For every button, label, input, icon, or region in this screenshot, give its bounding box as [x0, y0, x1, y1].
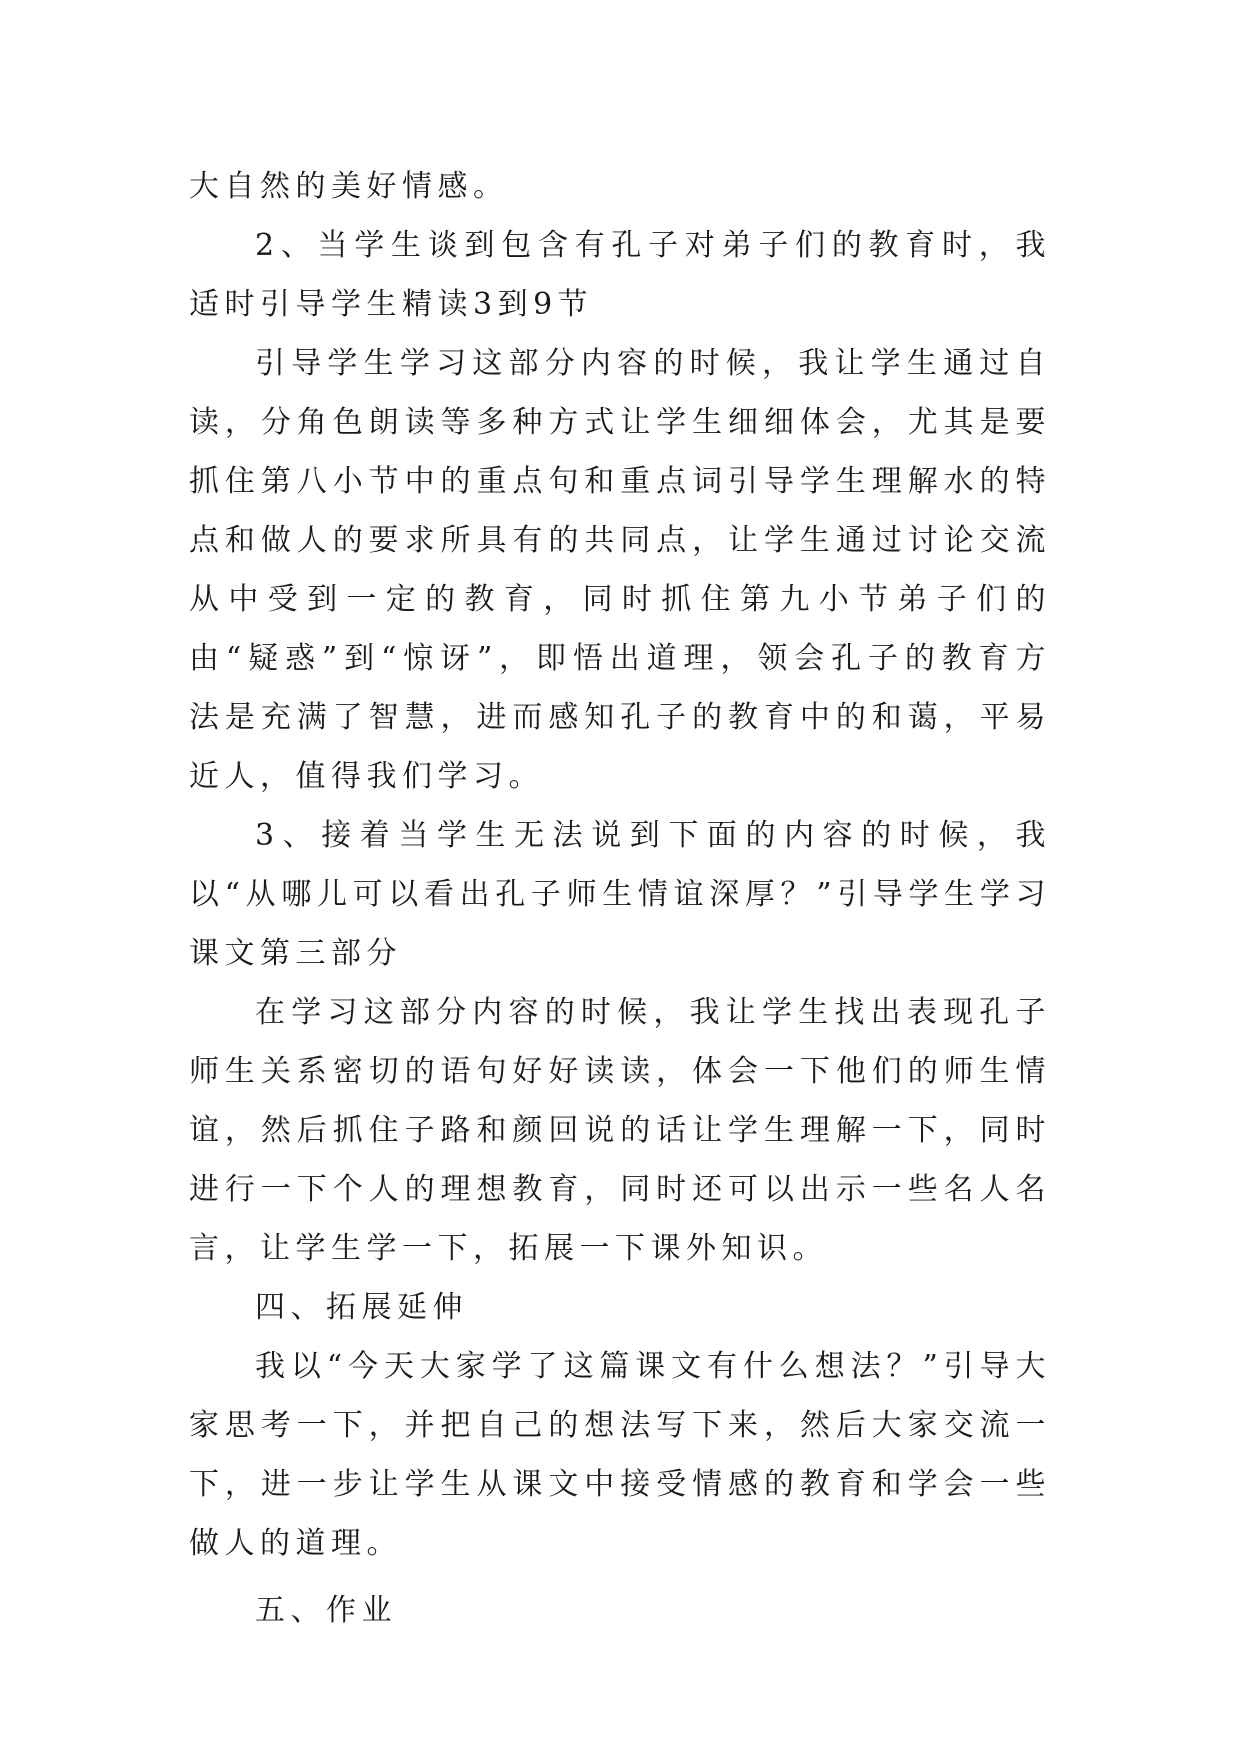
paragraph-point-3: 3、接着当学生无法说到下面的内容的时候，我以“从哪儿可以看出孔子师生情谊深厚？”引导学生学习课文第三部分	[189, 818, 1051, 971]
paragraph-teacher-student-bond: 在学习这部分内容的时候，我让学生找出表现孔子师生关系密切的语句好好读读，体会一下他们的师生情谊，然后抓住子路和颜回说的话让学生理解一下，同时进行一下个人的理想教育，同时还可以出示一些名人名言，让学生学一下，拓展一下课外知识。	[189, 995, 1051, 1266]
paragraph-extension: 我以“今天大家学了这篇课文有什么想法？”引导大家思考一下，并把自己的想法写下来，然后大家交流一下，进一步让学生从课文中接受情感的教育和学会一些做人的道理。	[189, 1349, 1051, 1561]
paragraph-point-2: 2、当学生谈到包含有孔子对弟子们的教育时，我适时引导学生精读3到9节	[189, 228, 1051, 322]
paragraph-continuation: 大自然的美好情感。	[189, 169, 509, 204]
paragraph-guided-reading: 引导学生学习这部分内容的时候，我让学生通过自读，分角色朗读等多种方式让学生细细体会，尤其是要抓住第八小节中的重点句和重点词引导学生理解水的特点和做人的要求所具有的共同点，让学生通过讨论交流从中受到一定的教育，同时抓住第九小节弟子们的由“疑惑”到“惊讶”，即悟出道理，领会孔子的教育方法是充满了智慧，进而感知孔子的教育中的和蔼，平易近人，值得我们学习。	[189, 346, 1051, 794]
section-heading-homework: 五、作业	[255, 1593, 397, 1628]
document-body	[189, 157, 1051, 1640]
section-heading-extension: 四、拓展延伸	[255, 1290, 468, 1325]
